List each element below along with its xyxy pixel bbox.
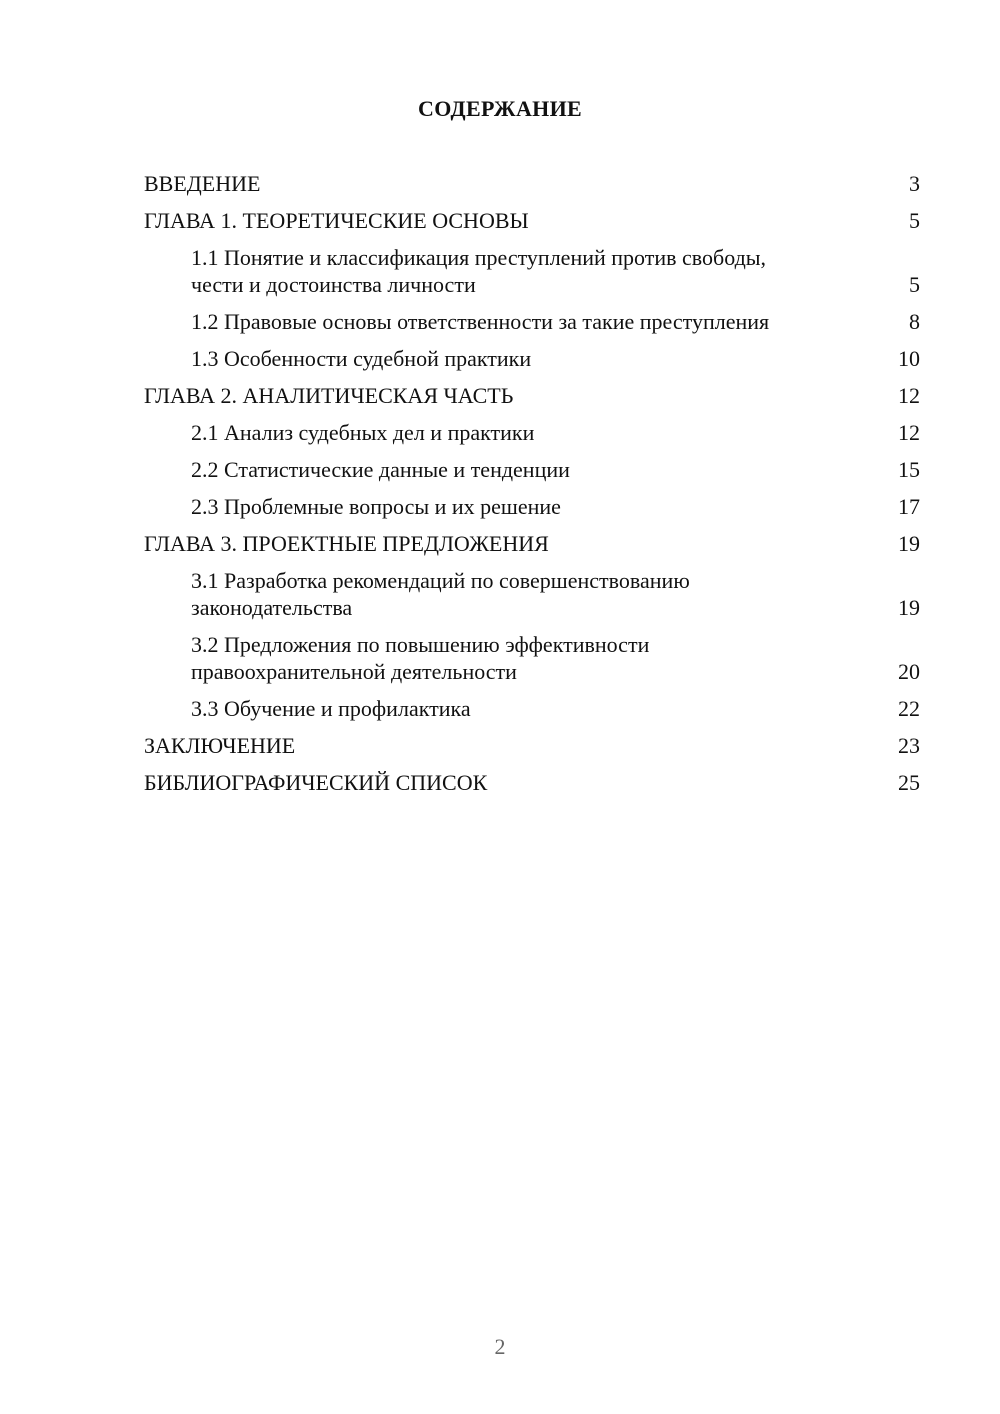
toc-entry-page: 19 bbox=[898, 531, 920, 556]
toc-entry-text: БИБЛИОГРАФИЧЕСКИЙ СПИСОК bbox=[144, 770, 488, 795]
toc-entry-page: 8 bbox=[909, 309, 920, 334]
toc-entry-page: 20 bbox=[898, 659, 920, 684]
toc-entry-section-3-1[interactable] bbox=[144, 567, 920, 621]
toc-entry-section-3-2[interactable] bbox=[144, 631, 920, 685]
toc-entry-text: 1.3 Особенности судебной практики bbox=[191, 346, 532, 371]
toc-entry-section-2-1[interactable] bbox=[144, 419, 920, 446]
toc-entry-section-2-3[interactable] bbox=[144, 493, 920, 520]
toc-entry-page: 12 bbox=[898, 420, 920, 445]
toc-entry-section-2-2[interactable] bbox=[144, 456, 920, 483]
toc-entry-page: 19 bbox=[898, 595, 920, 620]
page-number: 2 bbox=[494, 1334, 506, 1359]
table-of-contents bbox=[144, 170, 920, 806]
toc-entry-text: 3.2 Предложения по повышению эффективности правоохранительной деятельности bbox=[191, 632, 650, 684]
toc-entry-chapter-2[interactable] bbox=[144, 382, 920, 409]
toc-entry-page: 15 bbox=[898, 457, 920, 482]
toc-entry-bibliography[interactable] bbox=[144, 769, 920, 796]
toc-entry-text: ГЛАВА 3. ПРОЕКТНЫЕ ПРЕДЛОЖЕНИЯ bbox=[144, 531, 549, 556]
toc-entry-text: 1.1 Понятие и классификация преступлений против свободы, чести и достоинства личности bbox=[191, 245, 767, 297]
toc-entry-page: 3 bbox=[909, 171, 920, 196]
toc-entry-text: 2.2 Статистические данные и тенденции bbox=[191, 457, 570, 482]
toc-entry-text: ГЛАВА 2. АНАЛИТИЧЕСКАЯ ЧАСТЬ bbox=[144, 383, 514, 408]
toc-entry-page: 23 bbox=[898, 733, 920, 758]
toc-entry-chapter-3[interactable] bbox=[144, 530, 920, 557]
toc-entry-page: 5 bbox=[909, 272, 920, 297]
toc-entry-introduction[interactable] bbox=[144, 170, 920, 197]
toc-entry-page: 12 bbox=[898, 383, 920, 408]
toc-entry-page: 22 bbox=[898, 696, 920, 721]
page-title: СОДЕРЖАНИЕ bbox=[418, 96, 582, 121]
toc-entry-text: 2.3 Проблемные вопросы и их решение bbox=[191, 494, 561, 519]
toc-entry-section-1-3[interactable] bbox=[144, 345, 920, 372]
toc-entry-text: 1.2 Правовые основы ответственности за такие преступления bbox=[191, 309, 770, 334]
toc-entry-page: 17 bbox=[898, 494, 920, 519]
toc-entry-text: 2.1 Анализ судебных дел и практики bbox=[191, 420, 535, 445]
toc-entry-conclusion[interactable] bbox=[144, 732, 920, 759]
toc-entry-text: 3.1 Разработка рекомендаций по совершенствованию законодательства bbox=[191, 568, 690, 620]
toc-entry-section-1-2[interactable] bbox=[144, 308, 920, 335]
toc-entry-section-3-3[interactable] bbox=[144, 695, 920, 722]
toc-entry-page: 10 bbox=[898, 346, 920, 371]
toc-entry-text: ЗАКЛЮЧЕНИЕ bbox=[144, 733, 296, 758]
toc-entry-text: ГЛАВА 1. ТЕОРЕТИЧЕСКИЕ ОСНОВЫ bbox=[144, 208, 529, 233]
toc-entry-text: 3.3 Обучение и профилактика bbox=[191, 696, 471, 721]
toc-entry-page: 25 bbox=[898, 770, 920, 795]
toc-entry-page: 5 bbox=[909, 208, 920, 233]
toc-entry-chapter-1[interactable] bbox=[144, 207, 920, 234]
toc-entry-text: ВВЕДЕНИЕ bbox=[144, 171, 261, 196]
toc-entry-section-1-1[interactable] bbox=[144, 244, 920, 298]
